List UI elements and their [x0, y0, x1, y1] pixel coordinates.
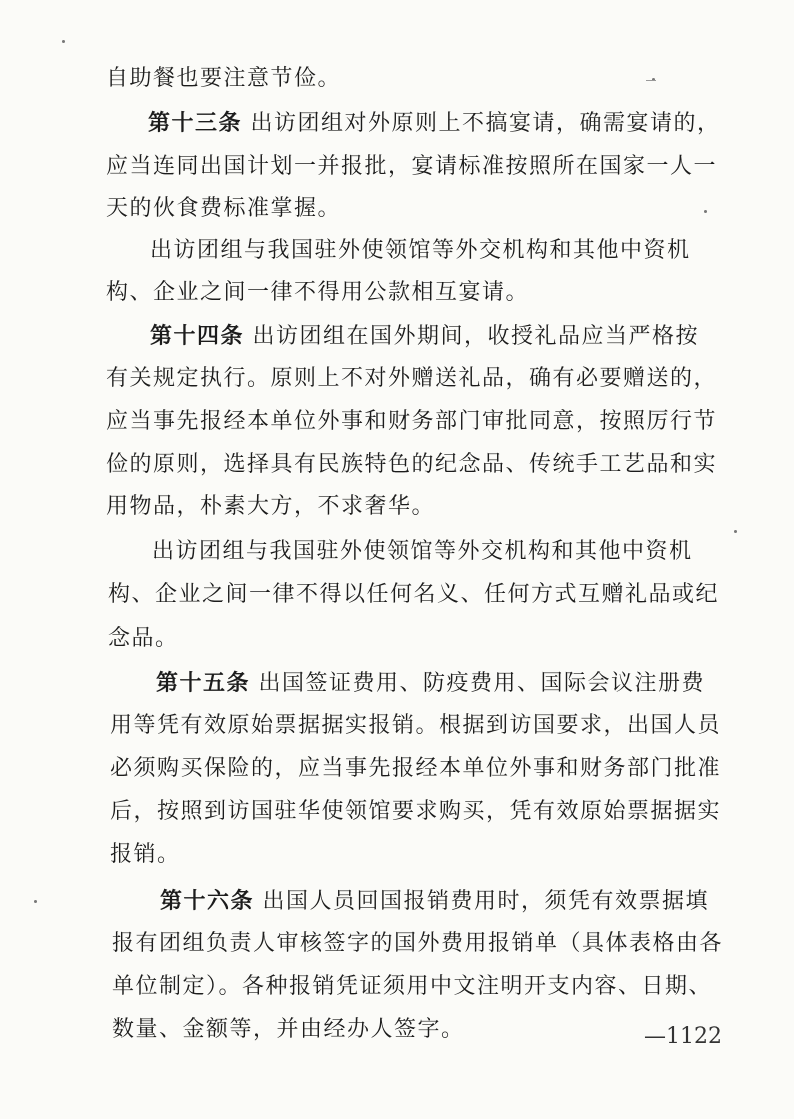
line-text: 出国人员回国报销费用时，须凭有效票据填 [254, 889, 710, 914]
line-text: 念品。 [108, 626, 179, 651]
line-text: 构、企业之间一律不得以任何名义、任何方式互赠礼品或纪 [108, 582, 720, 607]
text-line [106, 64, 341, 94]
line-text: 出访团组与我国驻外使领馆等外交机构和其他中资机 [150, 238, 691, 263]
text-line [106, 152, 717, 182]
line-text: 应当连同出国计划一并报批，宴请标准按照所在国家一人一 [106, 154, 718, 179]
text-line [106, 492, 435, 522]
text-line [108, 624, 179, 654]
line-text: 俭的原则，选择具有民族特色的纪念品、传统手工艺品和实 [106, 452, 718, 477]
line-text: 出访团组与我国驻外使领馆等外交机构和其他中资机 [152, 539, 693, 564]
scan-speck [62, 40, 65, 43]
line-text: 自助餐也要注意节俭。 [106, 66, 342, 91]
text-line [106, 407, 717, 437]
text-line [110, 840, 181, 870]
line-text: 天的伙食费标准掌握。 [106, 196, 342, 221]
line-text: 构、企业之间一律不得用公款相互宴请。 [106, 280, 530, 305]
scan-speck [734, 530, 737, 533]
line-text: 用物品，朴素大方，不求奢华。 [106, 494, 436, 519]
article-heading-line [150, 321, 699, 352]
article-heading-line [160, 886, 709, 917]
line-text: 应当事先报经本单位外事和财务部门审批同意，按照厉行节 [106, 409, 718, 434]
line-text: 后，按照到访国驻华使领馆要求购买，凭有效原始票据据实 [110, 799, 722, 824]
text-line [110, 797, 721, 827]
line-text: 必须购买保险的，应当事先报经本单位外事和财务部门批准 [110, 756, 722, 781]
article-heading-line [156, 668, 705, 699]
article-number: 第十六条 [160, 888, 255, 914]
page-number: —1122 [644, 1024, 722, 1049]
line-text: 报有团组负责人审核签字的国外费用报销单（具体表格由各 [112, 931, 724, 956]
line-text: 有关规定执行。原则上不对外赠送礼品，确有必要赠送的， [106, 366, 718, 391]
article-number: 第十五条 [156, 670, 251, 696]
text-line [112, 929, 723, 959]
text-line [110, 711, 721, 741]
text-line [110, 754, 721, 784]
text-line [106, 278, 529, 308]
article-number: 第十四条 [150, 323, 245, 349]
line-text: 出国签证费用、防疫费用、国际会议注册费 [250, 671, 706, 696]
article-number: 第十三条 [148, 110, 243, 136]
line-text: 用等凭有效原始票据据实报销。根据到访国要求，出国人员 [110, 713, 722, 738]
line-text: 报销。 [110, 842, 181, 867]
text-line [108, 580, 719, 610]
text-line [152, 537, 693, 567]
scan-mark [646, 80, 656, 81]
text-line [106, 364, 717, 394]
line-text: 出访团组对外原则上不搞宴请，确需宴请的， [242, 111, 721, 136]
article-heading-line [148, 108, 721, 139]
line-text: 出访团组在国外期间，收授礼品应当严格按 [244, 324, 700, 349]
text-line [112, 972, 712, 1002]
line-text: 单位制定）。各种报销凭证须用中文注明开支内容、日期、 [112, 974, 713, 999]
text-line [106, 450, 717, 480]
text-line [150, 236, 691, 266]
scan-speck [34, 900, 37, 903]
scan-speck [704, 210, 707, 213]
text-line [112, 1015, 465, 1045]
text-line [106, 194, 341, 224]
line-text: 数量、金额等，并由经办人签字。 [112, 1017, 465, 1042]
